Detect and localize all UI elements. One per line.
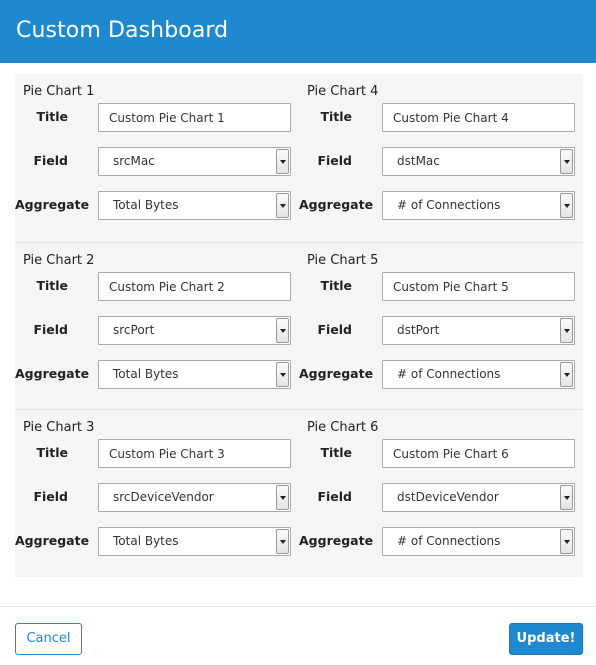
field-select-value: srcPort: [113, 323, 155, 337]
chart-name: Pie Chart 4: [307, 84, 379, 99]
cancel-button[interactable]: Cancel: [15, 623, 82, 655]
title-label: Title: [320, 109, 352, 124]
chart-name: Pie Chart 3: [23, 420, 95, 435]
chart-config-2: [15, 243, 299, 409]
title-label: Title: [36, 278, 68, 293]
field-select[interactable]: [98, 483, 291, 512]
chart-name: Pie Chart 6: [307, 420, 379, 435]
chart-name: Pie Chart 2: [23, 253, 95, 268]
chart-config-3: [15, 410, 299, 577]
dialog-header: [0, 0, 596, 63]
chevron-down-icon[interactable]: [560, 318, 573, 343]
aggregate-select[interactable]: [98, 360, 291, 389]
chevron-down-icon[interactable]: [276, 149, 289, 174]
aggregate-select[interactable]: [382, 191, 575, 220]
chevron-down-icon[interactable]: [560, 485, 573, 510]
title-input[interactable]: [382, 272, 575, 301]
chart-config-4: [299, 74, 583, 242]
aggregate-select[interactable]: [98, 191, 291, 220]
chart-config-5: [299, 243, 583, 409]
title-input[interactable]: [98, 439, 291, 468]
field-label: Field: [33, 489, 68, 504]
field-select[interactable]: [382, 483, 575, 512]
update-button[interactable]: Update!: [509, 623, 583, 655]
aggregate-select[interactable]: [382, 527, 575, 556]
aggregate-select-value: Total Bytes: [113, 534, 179, 548]
footer-divider: [0, 606, 596, 607]
title-label: Title: [320, 278, 352, 293]
field-select-value: srcMac: [113, 154, 155, 168]
title-input[interactable]: [382, 103, 575, 132]
field-select[interactable]: [382, 147, 575, 176]
field-select[interactable]: [98, 147, 291, 176]
chevron-down-icon[interactable]: [276, 193, 289, 218]
aggregate-select-value: # of Connections: [397, 367, 501, 381]
chevron-down-icon[interactable]: [560, 529, 573, 554]
title-input[interactable]: [98, 272, 291, 301]
chevron-down-icon[interactable]: [560, 193, 573, 218]
title-label: Title: [36, 109, 68, 124]
aggregate-label: Aggregate: [15, 366, 90, 381]
field-label: Field: [317, 153, 352, 168]
chevron-down-icon[interactable]: [276, 318, 289, 343]
aggregate-select-value: # of Connections: [397, 534, 501, 548]
field-select[interactable]: [98, 316, 291, 345]
aggregate-label: Aggregate: [15, 533, 90, 548]
chevron-down-icon[interactable]: [560, 362, 573, 387]
aggregate-select[interactable]: [382, 360, 575, 389]
chart-name: Pie Chart 1: [23, 84, 95, 99]
title-label: Title: [320, 445, 352, 460]
aggregate-label: Aggregate: [299, 366, 374, 381]
title-input[interactable]: [382, 439, 575, 468]
field-label: Field: [33, 153, 68, 168]
aggregate-select-value: # of Connections: [397, 198, 501, 212]
field-select-value: dstDeviceVendor: [397, 490, 499, 504]
chevron-down-icon[interactable]: [276, 362, 289, 387]
chevron-down-icon[interactable]: [276, 529, 289, 554]
field-select[interactable]: [382, 316, 575, 345]
field-select-value: dstMac: [397, 154, 440, 168]
aggregate-label: Aggregate: [299, 197, 374, 212]
chevron-down-icon[interactable]: [276, 485, 289, 510]
field-select-value: srcDeviceVendor: [113, 490, 214, 504]
field-label: Field: [317, 489, 352, 504]
chart-section-1: [15, 74, 583, 242]
aggregate-label: Aggregate: [299, 533, 374, 548]
aggregate-select-value: Total Bytes: [113, 367, 179, 381]
chevron-down-icon[interactable]: [560, 149, 573, 174]
title-input[interactable]: [98, 103, 291, 132]
field-label: Field: [33, 322, 68, 337]
chart-name: Pie Chart 5: [307, 253, 379, 268]
chart-section-2: [15, 242, 583, 409]
field-select-value: dstPort: [397, 323, 440, 337]
aggregate-select[interactable]: [98, 527, 291, 556]
aggregate-select-value: Total Bytes: [113, 198, 179, 212]
chart-config-6: [299, 410, 583, 577]
chart-section-3: [15, 409, 583, 577]
field-label: Field: [317, 322, 352, 337]
chart-config-1: [15, 74, 299, 242]
title-label: Title: [36, 445, 68, 460]
dialog-title: Custom Dashboard: [16, 18, 229, 43]
aggregate-label: Aggregate: [15, 197, 90, 212]
